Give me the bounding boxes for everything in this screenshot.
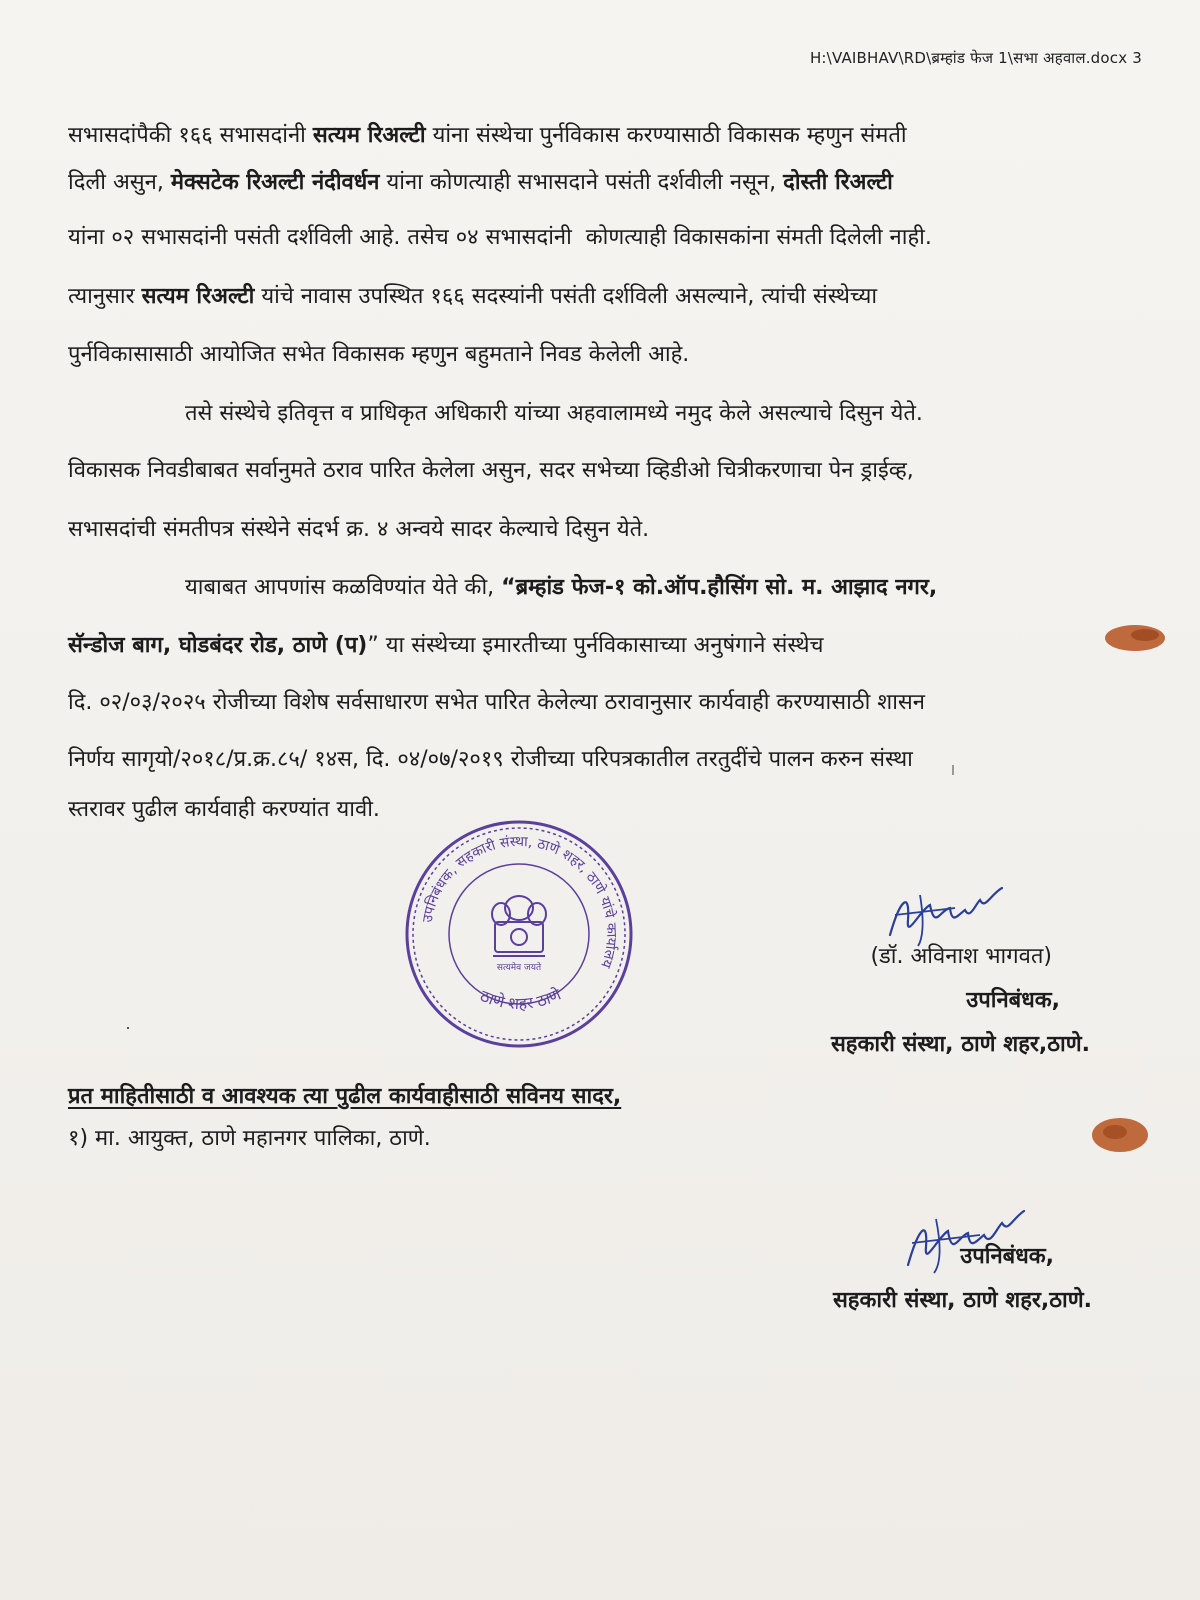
text: पुर्नविकासासाठी आयोजित सभेत विकासक म्हणुन बहुमताने निवड केलेली आहे. bbox=[68, 342, 690, 367]
text: दिली असुन, bbox=[68, 170, 171, 195]
signatory-office: सहकारी संस्था, ठाणे शहर,ठाणे. bbox=[830, 1032, 1090, 1057]
national-emblem-icon bbox=[492, 896, 546, 956]
developer-name-satyam: सत्यम रिअल्टी bbox=[141, 284, 255, 309]
text: सभासदांची संमतीपत्र संस्थेने संदर्भ क्र. ४ अन्वये सादर केल्याचे दिसुन येते. bbox=[68, 517, 650, 542]
text: स्तरावर पुढील कार्यवाही करण्यांत यावी. bbox=[68, 797, 380, 822]
p2-line-3 bbox=[68, 515, 1130, 545]
text: ” या संस्थेच्या इमारतीच्या पुर्नविकासाच्या अनुषंगाने संस्थेच bbox=[367, 633, 824, 658]
wax-mark bbox=[1095, 618, 1175, 658]
p1-line-4 bbox=[68, 282, 1130, 312]
developer-name-dosti: दोस्ती रिअल्टी bbox=[783, 170, 893, 195]
copy-to-heading: प्रत माहितीसाठी व आवश्यक त्या पुढील कार्यवाहीसाठी सविनय सादर, bbox=[68, 1084, 622, 1109]
signatory-name: (डॉ. अविनाश भागवत) bbox=[870, 944, 1052, 969]
text: याबाबत आपणांस कळविण्यांत येते की, bbox=[185, 575, 502, 600]
file-path-header: H:\VAIBHAV\RD\ब्रम्हांड फेज 1\सभा अहवाल.docx 3 bbox=[809, 49, 1142, 67]
text: दि. ०२/०३/२०२५ रोजीच्या विशेष सर्वसाधारण सभेत पारित केलेल्या ठरावानुसार कार्यवाही करण्यासाठी शासन bbox=[68, 690, 926, 715]
p1-line-2 bbox=[68, 168, 1130, 198]
p3-line-2 bbox=[68, 631, 1130, 661]
copy-to-item: १) मा. आयुक्त, ठाणे महानगर पालिका, ठाणे. bbox=[68, 1126, 431, 1151]
p2-line-1 bbox=[185, 399, 1130, 429]
signatory2-designation: उपनिबंधक, bbox=[960, 1244, 1054, 1269]
seal-bottom-text: ठाणे शहर ठाणे bbox=[477, 984, 564, 1014]
emblem-motto: सत्यमेव जयते bbox=[496, 963, 542, 973]
text: यांना संस्थेचा पुर्नविकास करण्यासाठी विकासक म्हणुन संमती bbox=[425, 123, 907, 148]
p3-line-4 bbox=[68, 745, 1130, 775]
signatory-block bbox=[830, 935, 1090, 1067]
text: निर्णय सागृयो/२०१८/प्र.क्र.८५/ १४स, दि. ०४/०७/२०१९ रोजीच्या परिपत्रकातील तरतुदींचे पालन करुन संस्था bbox=[68, 747, 913, 772]
stray-mark bbox=[952, 765, 954, 775]
society-address: सॅन्डोज बाग, घोडबंदर रोड, ठाणे (प) bbox=[68, 633, 368, 658]
developer-name-satyam: सत्यम रिअल्टी bbox=[312, 123, 426, 148]
society-name: “ब्रम्हांड फेज-१ को.ऑप.हौसिंग सो. म. आझाद नगर, bbox=[501, 575, 938, 600]
text: यांचे नावास उपस्थित १६६ सदस्यांनी पसंती दर्शविली असल्याने, त्यांची संस्थेच्या bbox=[254, 284, 878, 309]
p2-line-2 bbox=[68, 456, 1130, 486]
official-seal-stamp bbox=[403, 818, 635, 1050]
text: यांना कोणत्याही सभासदाने पसंती दर्शवीली नसून, bbox=[379, 170, 784, 195]
developer-name-mextech: मेक्सटेक रिअल्टी नंदीवर्धन bbox=[170, 170, 380, 195]
text: विकासक निवडीबाबत सर्वानुमते ठराव पारित केलेला असुन, सदर सभेच्या व्हिडीओ चित्रीकरणाचा पेन ड्राईव्ह, bbox=[68, 458, 914, 483]
p3-line-1 bbox=[185, 573, 1130, 603]
seal-ring-text: उपनिबंधक, सहकारी संस्था, ठाणे शहर, ठाणे यांचे कार्यालय bbox=[419, 833, 620, 970]
p1-line-1 bbox=[68, 121, 1130, 151]
text: यांना ०२ सभासदांनी पसंती दर्शविली आहे. तसेच ०४ सभासदांनी कोणत्याही विकासकांना संमती दिलेली नाही. bbox=[68, 225, 932, 250]
p1-line-3 bbox=[68, 223, 1130, 253]
stray-mark bbox=[127, 1027, 129, 1029]
text: तसे संस्थेचे इतिवृत्त व प्राधिकृत अधिकारी यांच्या अहवालामध्ये नमुद केले असल्याचे दिसुन येते. bbox=[185, 401, 923, 426]
wax-mark bbox=[1085, 1110, 1155, 1160]
p3-line-3 bbox=[68, 688, 1130, 718]
text: सभासदांपैकी १६६ सभासदांनी bbox=[68, 123, 313, 148]
signatory2-office: सहकारी संस्था, ठाणे शहर,ठाणे. bbox=[832, 1288, 1092, 1313]
text: त्यानुसार bbox=[68, 284, 142, 309]
signatory-designation: उपनिबंधक, bbox=[966, 988, 1060, 1013]
p1-line-5 bbox=[68, 340, 1130, 370]
signatory-block-2 bbox=[833, 1235, 1092, 1323]
